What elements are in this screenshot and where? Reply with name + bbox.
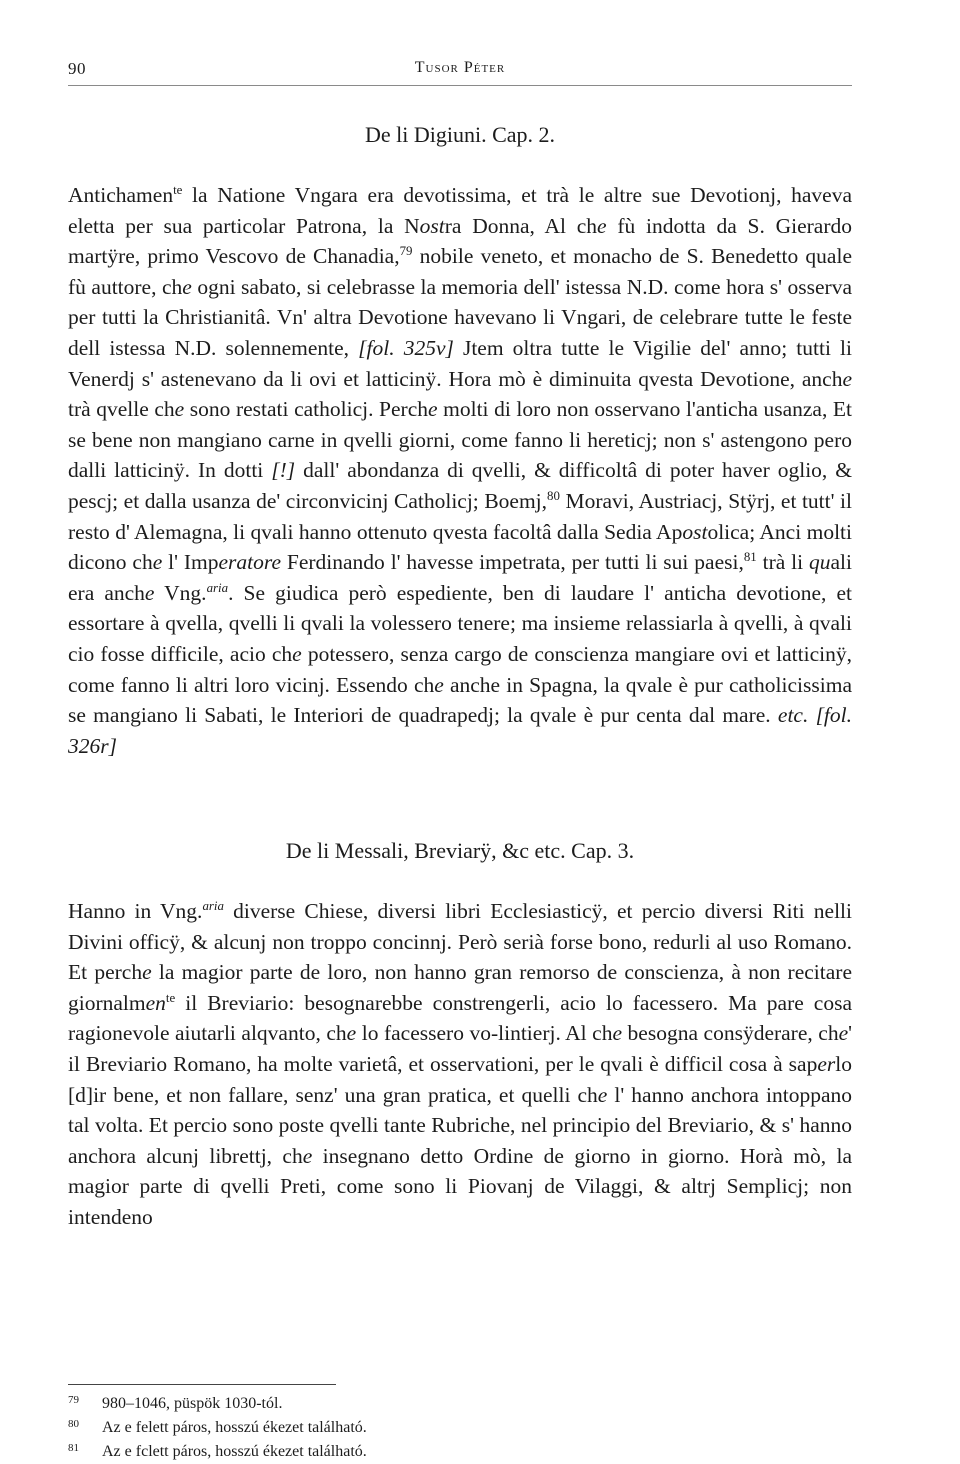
footnote bbox=[68, 1392, 852, 1416]
text-segment: Ferdinando l' havesse impetrata, per tutti li sui paesi, bbox=[281, 550, 744, 575]
text-segment: ' il Breviario Romano, ha molte varietâ, et osservationi, per le qvali è difficil cosa à sap bbox=[68, 1021, 852, 1076]
text-segment: ost bbox=[419, 213, 445, 238]
text-segment: lo facessero vo-lintierj. Al ch bbox=[356, 1021, 613, 1046]
text-segment: Moravi, Austriacj, Stÿrj, et tutt' il resto d' Alemagna, li qvali hanno ottenuto qvesta facoltâ dalla Sedia Ap bbox=[68, 488, 852, 544]
text-segment: Jtem oltra tutte le Vigilie del' anno; tutti li Venerdj s' astenevano da li ovi et latticinÿ. Hora mò è diminuita qvesta Devotione, anch bbox=[68, 335, 852, 391]
text-segment: en bbox=[145, 990, 166, 1015]
text-segment: diverse Chiese, diversi libri Ecclesiasticÿ, et percio diversi Riti nelli Divini officÿ, & alcunj non troppo concinnj. Però serià forse bono, redurli al uso Romano. Et perch bbox=[68, 899, 852, 985]
footnote-separator bbox=[68, 1384, 336, 1385]
text-segment: la Natione Vngara era devotissima, et trà le altre sue Devotionj, haveva eletta per sua particolar Patrona, la N bbox=[68, 183, 852, 238]
text-segment: lo [d]ir bene, et non fallare, senz' una gran pratica, et quelli ch bbox=[68, 1051, 852, 1107]
text-segment: [fol. 325v] bbox=[358, 335, 454, 360]
text-segment: . Se giudica però espediente, ben di laudare l' anticha devotione, et essortare à qvella, qvelli li qvali la volessero tenere; ma insieme relassiarla à qvelli, à qvali cio fosse difficile, acio ch bbox=[68, 580, 853, 666]
text-segment: e bbox=[152, 550, 163, 575]
text-segment: e bbox=[612, 1021, 623, 1046]
body-paragraph bbox=[68, 180, 852, 761]
text-segment: Vng. bbox=[154, 580, 207, 605]
text-segment: besogna consÿderare, ch bbox=[622, 1021, 839, 1046]
footnote-number: 80 bbox=[68, 1418, 79, 1430]
text-segment: Antichamen bbox=[68, 183, 174, 207]
text-segment: ost bbox=[682, 519, 708, 544]
text-segment: [!] bbox=[271, 458, 296, 483]
body-paragraph bbox=[68, 896, 852, 1233]
text-segment: anche in Spagna, la qvale è pur catholicissima se mangiano li Sabati, le Interiori de quadrapedj; la qvale è pur centa dal mare. bbox=[68, 672, 852, 728]
text-segment: insegnano detto Ordine de giorno in giorno. Horà mò, la magior parte di qvelli Preti, come sono li Piovanj de Vilaggi, & altrj Semplicj; non intendeno bbox=[68, 1143, 852, 1229]
text-segment: potessero, senza cargo de conscienza mangiare ovi et latticinÿ, come fanno li altri loro vicinj. Essendo ch bbox=[68, 641, 852, 697]
text-segment: l' hanno anchora intoppano tal volta. Et percio sono poste qvelli tante Rubriche, nel principio del Breviario, & s' hanno anchora alcunj librettj, ch bbox=[68, 1082, 852, 1168]
text-segment: il Breviario: besognarebbe constrengerli, acio lo facessero. Ma pare cosa ragionevole aiutarli alqvanto, ch bbox=[68, 990, 852, 1046]
superscript-text: te bbox=[173, 182, 183, 197]
text-segment: ali era anch bbox=[68, 550, 852, 605]
text-segment: e bbox=[174, 397, 185, 422]
text-segment: e bbox=[434, 672, 444, 697]
text-segment: e bbox=[428, 397, 438, 422]
text-segment: fù indotta da S. Gierardo martÿre, primo Vescovo de Chanadia, bbox=[68, 213, 853, 269]
text-segment: etc. bbox=[777, 703, 809, 728]
footnote-text: Az e felett páros, hosszú ékezet található. bbox=[102, 1419, 367, 1436]
chapter-heading: De li Digiuni. Cap. 2. bbox=[364, 122, 556, 147]
footnote bbox=[68, 1416, 852, 1440]
footnote-number: 79 bbox=[68, 1394, 79, 1406]
text-segment: e bbox=[292, 641, 302, 666]
footnote-number: 81 bbox=[68, 1442, 79, 1454]
page-number: 90 bbox=[68, 59, 86, 78]
footnote bbox=[68, 1440, 852, 1464]
book-page bbox=[68, 0, 853, 1460]
superscript-text: aria bbox=[206, 580, 229, 595]
text-segment: nobile veneto, et monacho de S. Benedetto quale fù auttore, ch bbox=[68, 244, 852, 299]
text-segment: trà qvelle ch bbox=[68, 397, 175, 422]
text-segment: sono restati catholicj. Perch bbox=[184, 397, 428, 422]
text-segment: e bbox=[142, 960, 152, 985]
text-segment: olica; Anci molti dicono ch bbox=[68, 519, 852, 575]
text-segment: e bbox=[302, 1143, 313, 1168]
footnote-text: 980–1046, püspök 1030-tól. bbox=[102, 1395, 283, 1412]
text-segment: e bbox=[838, 1021, 849, 1046]
text-segment: la magior parte de loro, non hanno gran remorso de conscienza, à non recitare giornalm bbox=[68, 960, 852, 1015]
text-segment: dall' abondanza di qvelli, & difficoltâ di poter haver oglio, & pescj; et dalla usanza de' circonvicinj Catholicj; Boemj, bbox=[68, 458, 852, 513]
text-segment bbox=[808, 703, 815, 727]
text-segment: eratore bbox=[218, 550, 281, 575]
superscript-text: aria bbox=[202, 898, 224, 913]
text-segment: molti di loro non osservano l'anticha usanza, Et se bene non mangiano carne in qvelli giorni, come fanno li hereticj; non s' astengono pero dalli latticinÿ. In dotti bbox=[68, 397, 852, 483]
text-segment: ogni sabato, si celebrasse la memoria dell' istessa N.D. come hora s' osserva per tutti la Christianitâ. Vn' altra Devotione havevano li Vngari, de celebrare tutte le feste dell istessa N.D. solennemente, bbox=[68, 274, 852, 360]
text-segment: ra Donna, Al ch bbox=[444, 213, 598, 238]
text-segment: e bbox=[346, 1021, 357, 1046]
text-segment: er bbox=[817, 1051, 836, 1076]
text-segment: l' Imp bbox=[162, 550, 219, 575]
superscript-text: 80 bbox=[547, 488, 560, 503]
text-segment: e bbox=[144, 580, 155, 605]
text-segment: e bbox=[182, 274, 192, 299]
superscript-text: te bbox=[165, 990, 176, 1005]
text-segment: e bbox=[597, 213, 607, 238]
running-head bbox=[68, 55, 852, 86]
text-segment: qu bbox=[809, 550, 831, 575]
superscript-text: 81 bbox=[743, 549, 757, 564]
footnote-text: Az e fclett páros, hosszú ékezet található. bbox=[102, 1443, 367, 1460]
text-segment: e bbox=[597, 1082, 608, 1107]
superscript-text: 79 bbox=[399, 244, 413, 259]
text-segment: [fol. 326r] bbox=[68, 703, 853, 758]
running-head-author: Tusor Péter bbox=[414, 59, 506, 76]
chapter-heading: De li Messali, Breviarÿ, &c etc. Cap. 3. bbox=[285, 838, 635, 863]
text-segment: trà li bbox=[756, 550, 809, 575]
footnotes bbox=[68, 1392, 852, 1464]
text-segment: e bbox=[842, 366, 852, 391]
text-segment: Hanno in Vng. bbox=[68, 899, 203, 923]
